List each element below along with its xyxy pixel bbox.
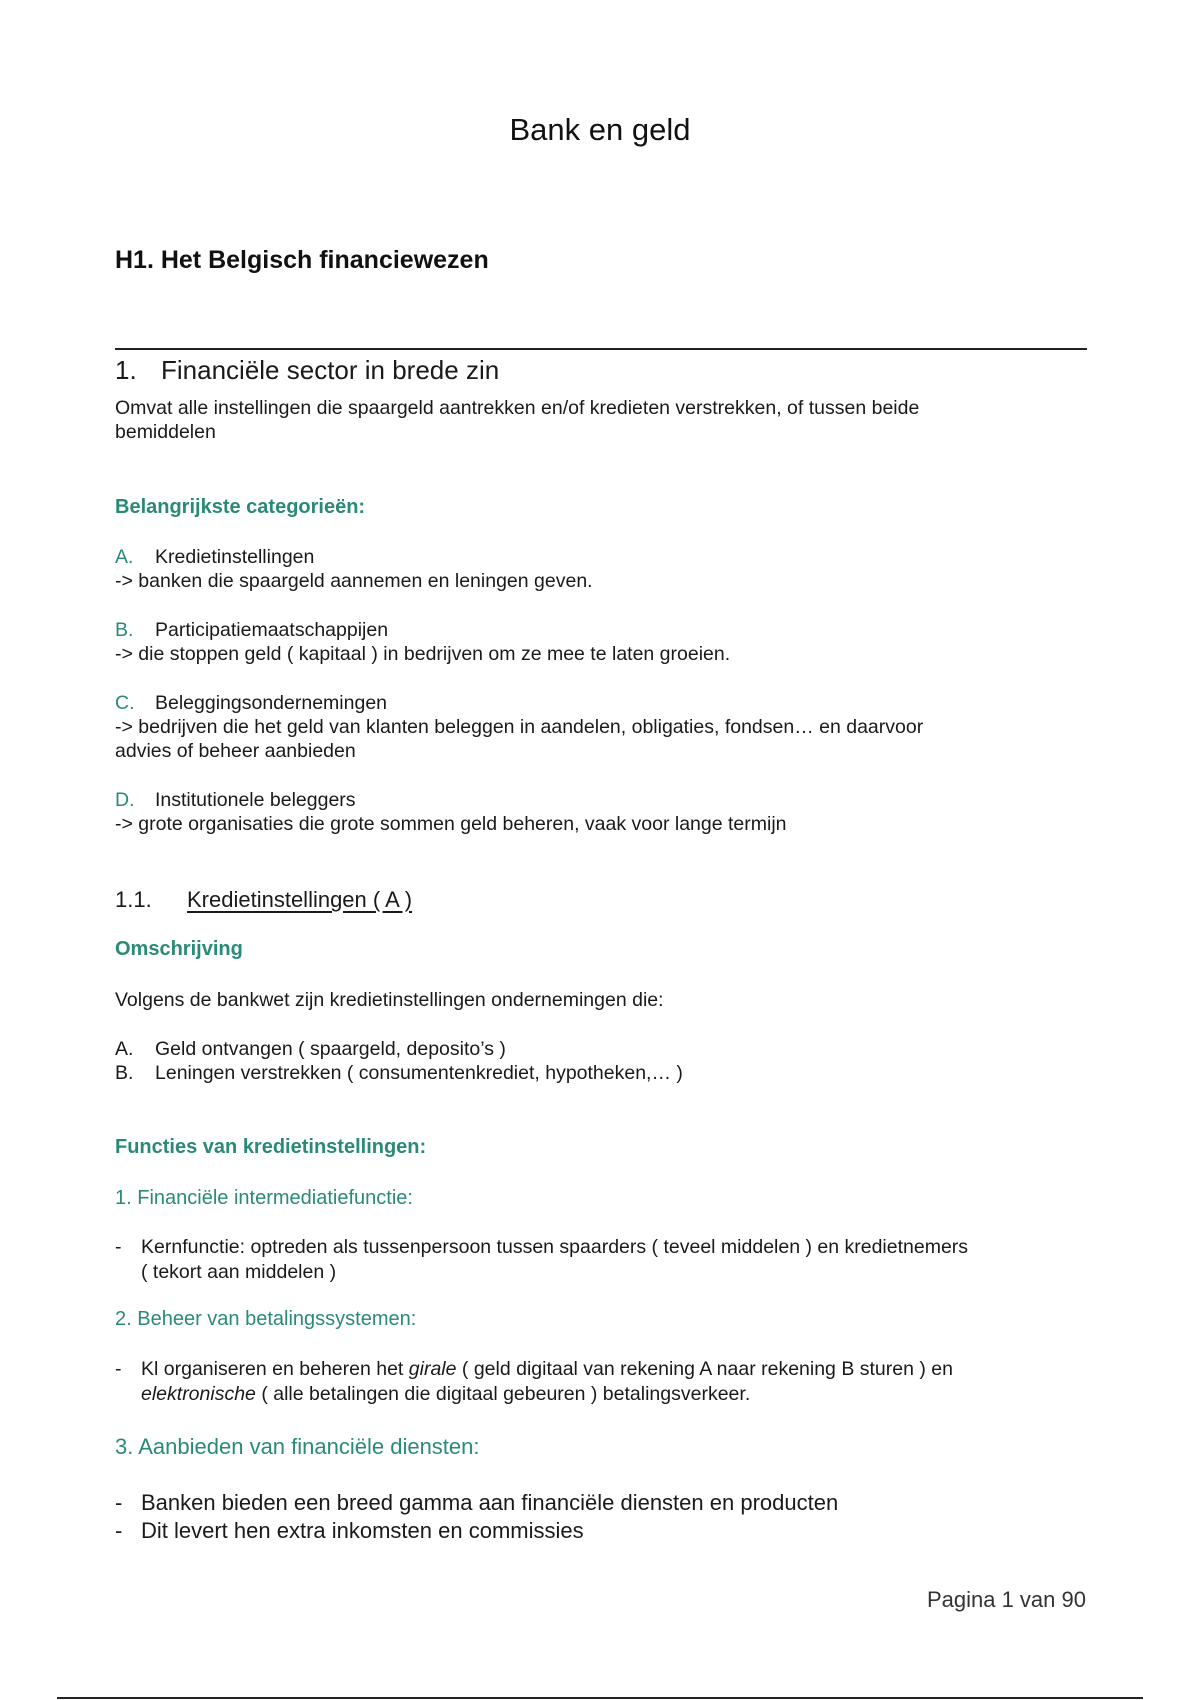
category-title: Kredietinstellingen xyxy=(155,546,315,568)
category-item-b xyxy=(115,618,1090,666)
category-item-c xyxy=(115,691,1090,763)
category-title: Institutionele beleggers xyxy=(155,789,356,811)
categories-heading: Belangrijkste categorieën: xyxy=(115,496,366,518)
intro-line: Omvat alle instellingen die spaargeld aantrekken en/of kredieten verstrekken, of tussen beide xyxy=(115,397,920,419)
bullet-dash: - xyxy=(115,1236,122,1258)
category-letter: D. xyxy=(115,789,135,811)
section-divider xyxy=(115,348,1087,350)
category-item-d xyxy=(115,788,1090,836)
function-bullet: - Kl organiseren en beheren het girale ( geld digitaal van rekening A naar rekening B sturen ) en elektronische ( alle betalingen die digitaal gebeuren ) betalingsverkeer. xyxy=(115,1358,953,1405)
subsection-number: 1.1. xyxy=(115,887,152,912)
function-title: 1. Financiële intermediatiefunctie: xyxy=(115,1187,413,1209)
function-bullet: - Dit levert hen extra inkomsten en commissies xyxy=(115,1518,584,1543)
omschrijving-list xyxy=(115,1037,1090,1085)
function-bullet: - Banken bieden een breed gamma aan financiële diensten en producten xyxy=(115,1490,839,1515)
page-number: Pagina 1 van 90 xyxy=(926,1587,1086,1612)
category-description: -> grote organisaties die grote sommen geld beheren, vaak voor lange termijn xyxy=(115,813,787,835)
category-description: -> bedrijven die het geld van klanten beleggen in aandelen, obligaties, fondsen… en daarvoor xyxy=(115,716,924,738)
function-title: 3. Aanbieden van financiële diensten: xyxy=(115,1434,480,1459)
category-letter: C. xyxy=(115,692,135,714)
bullet-dash: - xyxy=(115,1518,123,1543)
category-item-a xyxy=(115,545,1090,593)
section-intro xyxy=(115,396,1090,444)
subsection-heading xyxy=(115,887,412,913)
function-title: 2. Beheer van betalingssystemen: xyxy=(115,1308,417,1330)
list-item: A. Geld ontvangen ( spaargeld, deposito’s ) xyxy=(115,1038,506,1060)
category-letter: A. xyxy=(115,546,134,568)
section-number: 1. xyxy=(115,355,137,385)
category-title: Participatiemaatschappijen xyxy=(155,619,389,641)
document-title: Bank en geld xyxy=(509,112,691,147)
category-description: advies of beheer aanbieden xyxy=(115,740,356,762)
intro-line: bemiddelen xyxy=(115,421,216,443)
function-bullet: - Kernfunctie: optreden als tussenpersoon tussen spaarders ( teveel middelen ) en kredietnemers ( tekort aan middelen ) xyxy=(115,1236,969,1283)
omschrijving-heading: Omschrijving xyxy=(115,938,243,960)
section-heading xyxy=(115,355,499,386)
category-description: -> die stoppen geld ( kapitaal ) in bedrijven om ze mee te laten groeien. xyxy=(115,643,731,665)
category-title: Beleggingsondernemingen xyxy=(155,692,388,714)
bottom-divider xyxy=(57,1697,1143,1699)
functies-heading: Functies van kredietinstellingen: xyxy=(115,1136,427,1158)
chapter-heading: H1. Het Belgisch financiewezen xyxy=(115,246,489,274)
bullet-dash: - xyxy=(115,1490,123,1515)
list-item: B. Leningen verstrekken ( consumentenkrediet, hypotheken,… ) xyxy=(115,1062,683,1084)
category-letter: B. xyxy=(115,619,134,641)
category-description: -> banken die spaargeld aannemen en leningen geven. xyxy=(115,570,593,592)
subsection-title: Kredietinstellingen ( A ) xyxy=(187,887,413,912)
section-title: Financiële sector in brede zin xyxy=(161,355,500,385)
omschrijving-text: Volgens de bankwet zijn kredietinstellingen ondernemingen die: xyxy=(115,989,664,1011)
bullet-dash: - xyxy=(115,1358,122,1380)
